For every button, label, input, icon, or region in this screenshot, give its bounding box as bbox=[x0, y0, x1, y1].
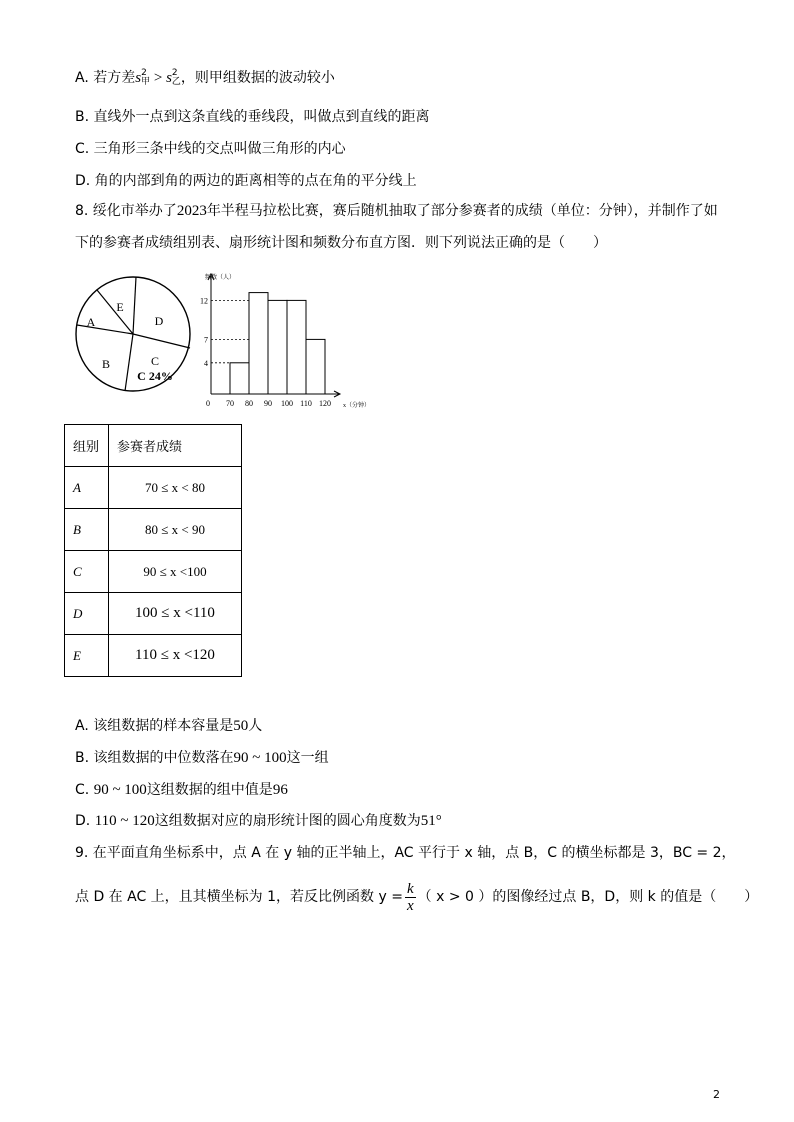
pie-label-b: B bbox=[101, 357, 111, 371]
hist-bar bbox=[268, 300, 287, 394]
pie-label-a: A bbox=[86, 315, 96, 329]
hist-x-tick-label: 90 bbox=[264, 399, 272, 408]
hist-bar bbox=[230, 363, 249, 394]
pie-chart bbox=[70, 268, 198, 398]
hist-x-label: x（分钟） bbox=[343, 403, 371, 409]
hist-bar bbox=[306, 339, 325, 394]
hist-x-tick-label: 80 bbox=[245, 399, 253, 408]
table-cell-range: 100 ≤ x <110 bbox=[109, 593, 242, 635]
table-cell-group: D bbox=[65, 593, 109, 635]
hist-x-tick-label: 100 bbox=[281, 399, 293, 408]
hist-x-tick-label: 120 bbox=[319, 399, 331, 408]
q7-option-c: C. 三角形三条中线的交点叫做三角形的内心 bbox=[75, 141, 346, 157]
q7-option-b: B. 直线外一点到这条直线的垂线段，叫做点到直线的距离 bbox=[75, 109, 430, 125]
q8-option-a: A. 该组数据的样本容量是50人 bbox=[75, 718, 263, 734]
pie-divider-a-e bbox=[97, 290, 133, 334]
q8-option-d: D. 110 ~ 120这组数据对应的扇形统计图的圆心角度数为51° bbox=[75, 813, 442, 829]
pie-divider-a-b bbox=[77, 325, 133, 334]
table-row bbox=[65, 509, 242, 551]
q8-option-b: B. 该组数据的中位数落在90 ~ 100这一组 bbox=[75, 750, 329, 766]
pie-label-e: E bbox=[116, 300, 124, 314]
pie-divider-e-d bbox=[133, 277, 136, 334]
table-row bbox=[65, 635, 242, 677]
table-cell-group: E bbox=[65, 635, 109, 677]
q9-stem-line1: 9. 在平面直角坐标系中，点 A 在 y 轴的正半轴上，AC 平行于 x 轴，点 B，C 的横坐标都是 3，BC = 2， bbox=[75, 845, 736, 861]
hist-x-tick-label: 0 bbox=[206, 399, 210, 408]
table-header-cell: 参赛者成绩 bbox=[109, 425, 242, 467]
table-header-cell: 组别 bbox=[65, 425, 109, 467]
q8-option-c: C. 90 ~ 100这组数据的组中值是96 bbox=[75, 782, 288, 798]
q8-stem-line1: 8. 绥化市举办了2023年半程马拉松比赛，赛后随机抽取了部分参赛者的成绩（单位：分钟），并制作了如 bbox=[75, 203, 718, 219]
hist-x-tick-label: 70 bbox=[226, 399, 234, 408]
q9-stem-line2: 点 D 在 AC 上，且其横坐标为 1，若反比例函数 y = $\frac{k}{x}$ （ x > 0 ）的图像经过点 B，D，则 k 的值是（ ） bbox=[75, 880, 759, 914]
table-cell-range: 70 ≤ x < 80 bbox=[109, 467, 242, 509]
hist-y-tick-label: 12 bbox=[200, 296, 208, 306]
fraction-k-over-x: $\frac{k}{x}$ bbox=[406, 880, 414, 914]
pie-percent-c: C 24% bbox=[137, 369, 173, 383]
table-row bbox=[65, 551, 242, 593]
pie-divider-c-b bbox=[125, 334, 133, 391]
hist-x-tick-label: 110 bbox=[300, 399, 312, 408]
group-table bbox=[64, 424, 242, 677]
table-header-row bbox=[65, 425, 242, 467]
hist-y-label: 频数（人） bbox=[205, 275, 236, 281]
hist-y-tick-label: 7 bbox=[204, 335, 208, 345]
hist-bar bbox=[287, 300, 306, 394]
table-cell-group: C bbox=[65, 551, 109, 593]
frequency-histogram bbox=[197, 270, 371, 412]
pie-label-c: C bbox=[150, 354, 160, 368]
q7-option-d: D. 角的内部到角的两边的距离相等的点在角的平分线上 bbox=[75, 173, 417, 189]
q8-stem-line2: 下的参赛者成绩组别表、扇形统计图和频数分布直方图．则下列说法正确的是（ ） bbox=[75, 235, 607, 251]
hist-y-tick-label: 4 bbox=[204, 358, 208, 368]
table-cell-range: 80 ≤ x < 90 bbox=[109, 509, 242, 551]
hist-bar bbox=[249, 293, 268, 394]
table-cell-range: 110 ≤ x <120 bbox=[109, 635, 242, 677]
table-cell-group: B bbox=[65, 509, 109, 551]
table-row bbox=[65, 593, 242, 635]
table-row bbox=[65, 467, 242, 509]
q7-option-a: A. 若方差s 2 甲 > s 2 乙 ，则甲组数据的波动较小 bbox=[75, 68, 335, 87]
pie-divider-d-c bbox=[133, 334, 190, 348]
table-cell-group: A bbox=[65, 467, 109, 509]
table-cell-range: 90 ≤ x <100 bbox=[109, 551, 242, 593]
page-number: 2 bbox=[713, 1088, 720, 1101]
pie-label-d: D bbox=[154, 314, 164, 328]
